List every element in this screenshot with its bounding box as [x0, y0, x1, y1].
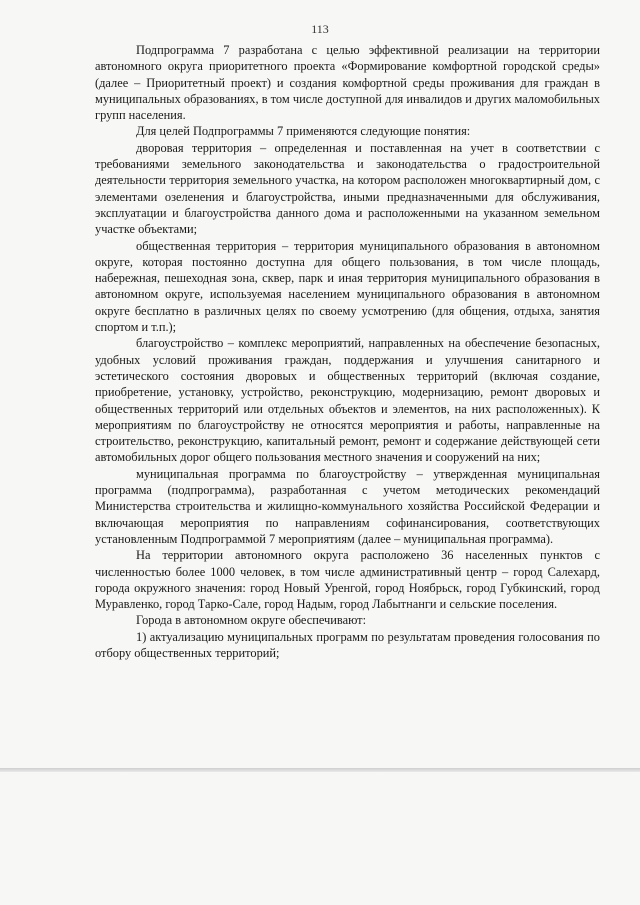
document-body	[95, 42, 600, 661]
paragraph-def-improvement: благоустройство – комплекс мероприятий, направленных на обеспечение безопасных, удобных условий проживания граждан, поддержания и улучшения санитарного и эстетического состояния дворовых и общественных территорий (включая создание, приобретение, установку, устройство, реконструкцию, модернизацию, ремонт дворовых и общественных территорий или отдельных объектов и элементов, на них расположенных). К мероприятиям по благоустройству не относятся мероприятия и работы, направленные на строительство, реконструкцию, капитальный ремонт, ремонт и содержание действующей сети автомобильных дорог общего пользования местного значения и сооружений на них;	[95, 336, 600, 465]
paragraph-def-municipal-program: муниципальная программа по благоустройству – утвержденная муниципальная программа (подпрограмма), разработанная с учетом методических рекомендаций Министерства строительства и жилищно-коммунального хозяйства Российской Федерации и включающая мероприятия по направлениям софинансирования, соответствующих установленным Подпрограммой 7 мероприятиям (далее – муниципальная программа).	[95, 466, 600, 546]
paragraph-def-yard-territory: дворовая территория – определенная и поставленная на учет в соответствии с требованиями земельного законодательства и законодательства о градостроительной деятельности территория земельного участка, на котором расположен многоквартирный дом, с элементами озеленения и благоустройства, иными предназначенными для обслуживания, эксплуатации и благоустройства данного дома и расположенными на указанном земельном участке объектами;	[95, 140, 600, 237]
page-number: 113	[311, 22, 329, 36]
paragraph-intro: Подпрограмма 7 разработана с целью эффективной реализации на территории автономного округа приоритетного проекта «Формирование комфортной городской среды» (далее – Приоритетный проект) и создания комфортной среды проживания для граждан в муниципальных образованиях, в том числе доступной для инвалидов и других маломобильных групп населения.	[95, 43, 600, 123]
paragraph-definitions-lead: Для целей Подпрограммы 7 применяются следующие понятия:	[136, 124, 471, 139]
paragraph-cities-provide: Города в автономном округе обеспечивают:	[136, 613, 367, 628]
paragraph-settlements: На территории автономного округа расположено 36 населенных пунктов с численностью более 1000 человек, в том числе административный центр – город Салехард, города окружного значения: город Новый Уренгой, город Ноябрьск, город Губкинский, город Муравленко, город Тарко-Сале, город Надым, город Лабытнанги и сельские поселения.	[95, 548, 600, 612]
paragraph-def-public-territory: общественная территория – территория муниципального образования в автономном округе, которая постоянно доступна для общего пользования, в том числе площадь, набережная, пешеходная зона, сквер, парк и иная территория муниципального образования в автономном округе, используемая населением муниципального образования в автономном округе бесплатно в различных целях по своему усмотрению (для общения, отдыха, занятия спортом и т.п.);	[95, 238, 600, 335]
paragraph-list-item-1: 1) актуализацию муниципальных программ по результатам проведения голосования по отбору общественных территорий;	[95, 629, 600, 660]
scan-bottom-edge	[0, 768, 640, 772]
